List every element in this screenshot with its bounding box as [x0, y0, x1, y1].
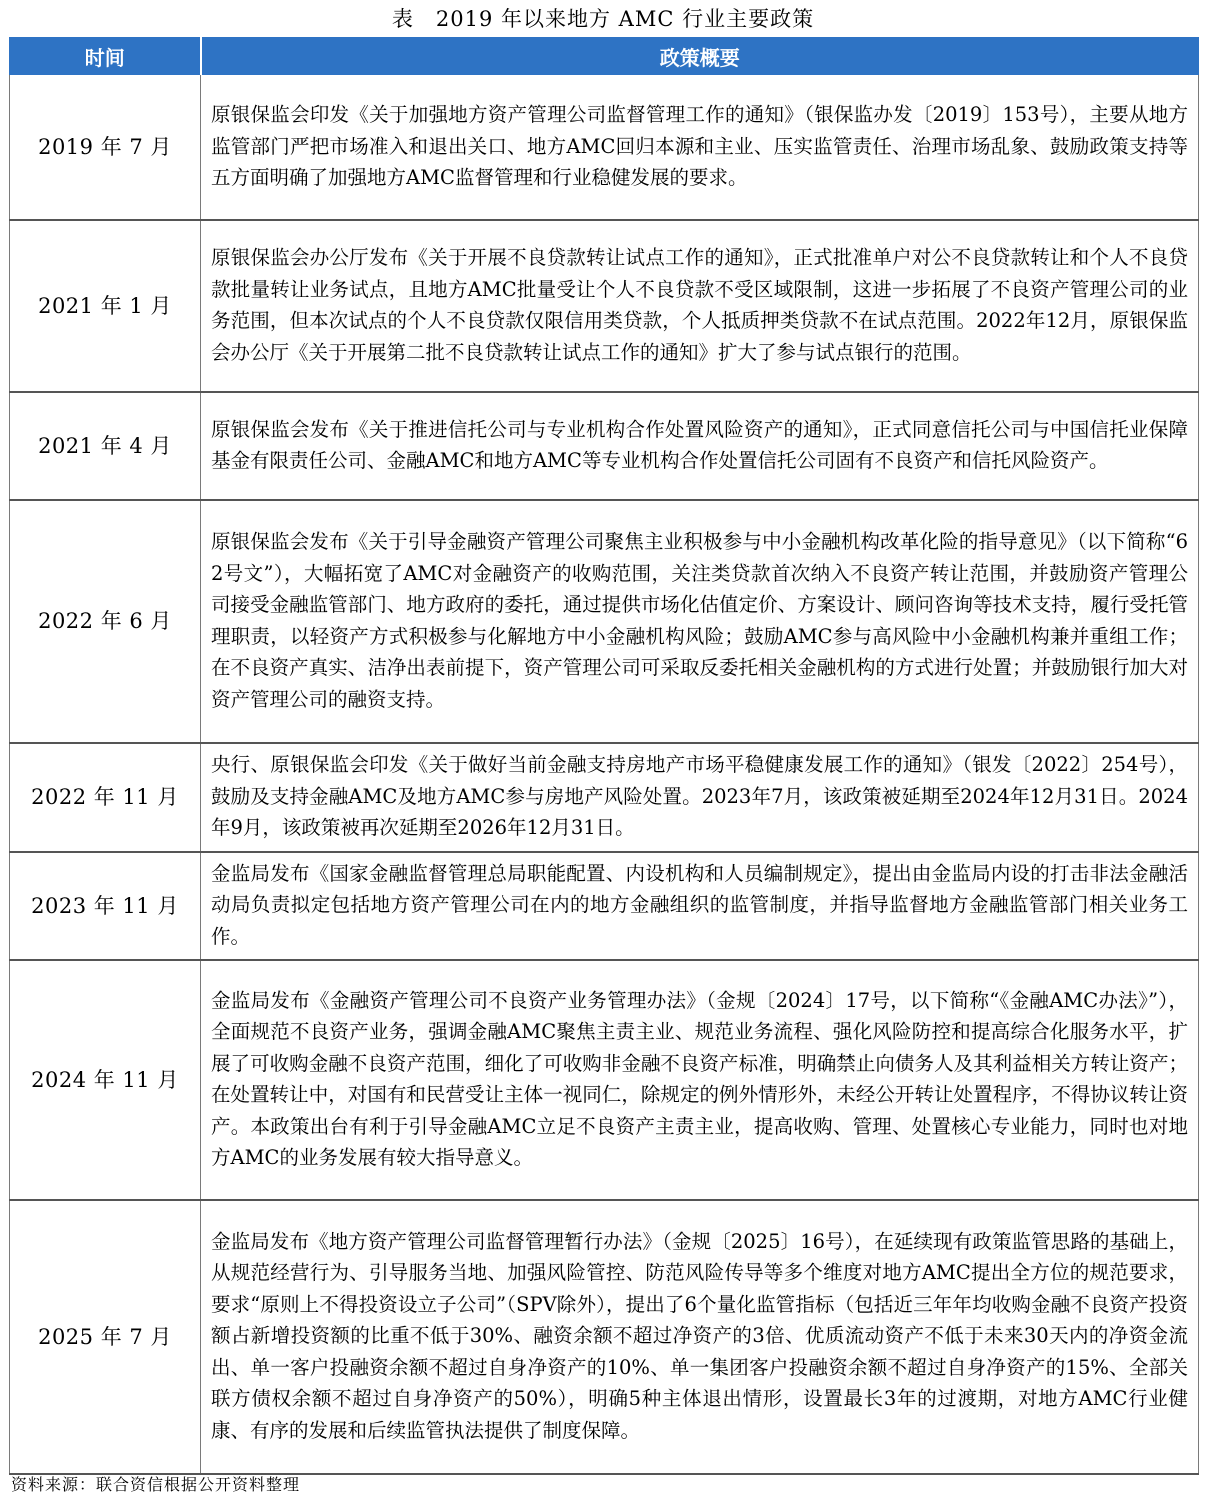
row-summary: 原银保监会办公厅发布《关于开展不良贷款转让试点工作的通知》，正式批准单户对公不良贷款转让和个人不良贷款批量转让业务试点，且地方AMC批量受让个人不良贷款不受区域限制，这进一步拓展了不良资产管理公司的业务范围，但本次试点的个人不良贷款仅限信用类贷款，个人抵质押类贷款不在试点范围。2022年12月，原银保监会办公厅《关于开展第二批不良贷款转让试点工作的通知》扩大了参与试点银行的范围。	[201, 220, 1199, 392]
row-summary: 金监局发布《国家金融监督管理总局职能配置、内设机构和人员编制规定》，提出由金监局内设的打击非法金融活动局负责拟定包括地方资产管理公司在内的地方金融组织的监管制度，并指导监督地方金融监管部门相关业务工作。	[201, 852, 1199, 960]
header-time: 时间	[10, 38, 201, 75]
table-header-row	[10, 38, 1199, 75]
row-time: 2019 年 7 月	[10, 75, 201, 220]
table-row	[10, 220, 1199, 392]
row-summary: 原银保监会发布《关于推进信托公司与专业机构合作处置风险资产的通知》，正式同意信托公司与中国信托业保障基金有限责任公司、金融AMC和地方AMC等专业机构合作处置信托公司固有不良资产和信托风险资产。	[201, 392, 1199, 500]
row-summary: 央行、原银保监会印发《关于做好当前金融支持房地产市场平稳健康发展工作的通知》（银发〔2022〕254号），鼓励及支持金融AMC及地方AMC参与房地产风险处置。2023年7月，该政策被延期至2024年12月31日。2024年9月，该政策被再次延期至2026年12月31日。	[201, 743, 1199, 852]
table-title: 表 2019 年以来地方 AMC 行业主要政策	[391, 7, 815, 31]
table-row	[10, 75, 1199, 220]
table-row	[10, 392, 1199, 500]
row-summary: 原银保监会发布《关于引导金融资产管理公司聚焦主业积极参与中小金融机构改革化险的指导意见》（以下简称“62号文”），大幅拓宽了AMC对金融资产的收购范围，关注类贷款首次纳入不良资产转让范围，并鼓励资产管理公司接受金融监管部门、地方政府的委托，通过提供市场化估值定价、方案设计、顾问咨询等技术支持，履行受托管理职责，以轻资产方式积极参与化解地方中小金融机构风险；鼓励AMC参与高风险中小金融机构兼并重组工作；在不良资产真实、洁净出表前提下，资产管理公司可采取反委托相关金融机构的方式进行处置；并鼓励银行加大对资产管理公司的融资支持。	[201, 500, 1199, 743]
policy-table	[9, 37, 1199, 1475]
row-time: 2024 年 11 月	[10, 960, 201, 1200]
table-row	[10, 743, 1199, 852]
source-note: 资料来源：联合资信根据公开资料整理	[11, 1475, 301, 1494]
row-time: 2023 年 11 月	[10, 852, 201, 960]
table-row	[10, 852, 1199, 960]
row-time: 2022 年 6 月	[10, 500, 201, 743]
table-row	[10, 1200, 1199, 1474]
row-summary: 原银保监会印发《关于加强地方资产管理公司监督管理工作的通知》（银保监办发〔2019〕153号），主要从地方监管部门严把市场准入和退出关口、地方AMC回归本源和主业、压实监管责任、治理市场乱象、鼓励政策支持等五方面明确了加强地方AMC监督管理和行业稳健发展的要求。	[201, 75, 1199, 220]
table-row	[10, 500, 1199, 743]
row-time: 2021 年 4 月	[10, 392, 201, 500]
table-row	[10, 960, 1199, 1200]
row-time: 2025 年 7 月	[10, 1200, 201, 1474]
row-summary: 金监局发布《金融资产管理公司不良资产业务管理办法》（金规〔2024〕17号，以下简称“《金融AMC办法》”），全面规范不良资产业务，强调金融AMC聚焦主责主业、规范业务流程、强化风险防控和提高综合化服务水平，扩展了可收购金融不良资产范围，细化了可收购非金融不良资产标准，明确禁止向债务人及其利益相关方转让资产；在处置转让中，对国有和民营受让主体一视同仁，除规定的例外情形外，未经公开转让处置程序，不得协议转让资产。本政策出台有利于引导金融AMC立足不良资产主责主业，提高收购、管理、处置核心专业能力，同时也对地方AMC的业务发展有较大指导意义。	[201, 960, 1199, 1200]
row-time: 2022 年 11 月	[10, 743, 201, 852]
row-summary: 金监局发布《地方资产管理公司监督管理暂行办法》（金规〔2025〕16号），在延续现有政策监管思路的基础上，从规范经营行为、引导服务当地、加强风险管控、防范风险传导等多个维度对地方AMC提出全方位的规范要求，要求“原则上不得投资设立子公司”（SPV除外），提出了6个量化监管指标（包括近三年年均收购金融不良资产投资额占新增投资额的比重不低于30%、融资余额不超过净资产的3倍、优质流动资产不低于未来30天内的净资金流出、单一客户投融资余额不超过自身净资产的10%、单一集团客户投融资余额不超过自身净资产的15%、全部关联方债权余额不超过自身净资产的50%），明确5种主体退出情形，设置最长3年的过渡期，对地方AMC行业健康、有序的发展和后续监管执法提供了制度保障。	[201, 1200, 1199, 1474]
row-time: 2021 年 1 月	[10, 220, 201, 392]
header-summary: 政策概要	[201, 38, 1199, 75]
